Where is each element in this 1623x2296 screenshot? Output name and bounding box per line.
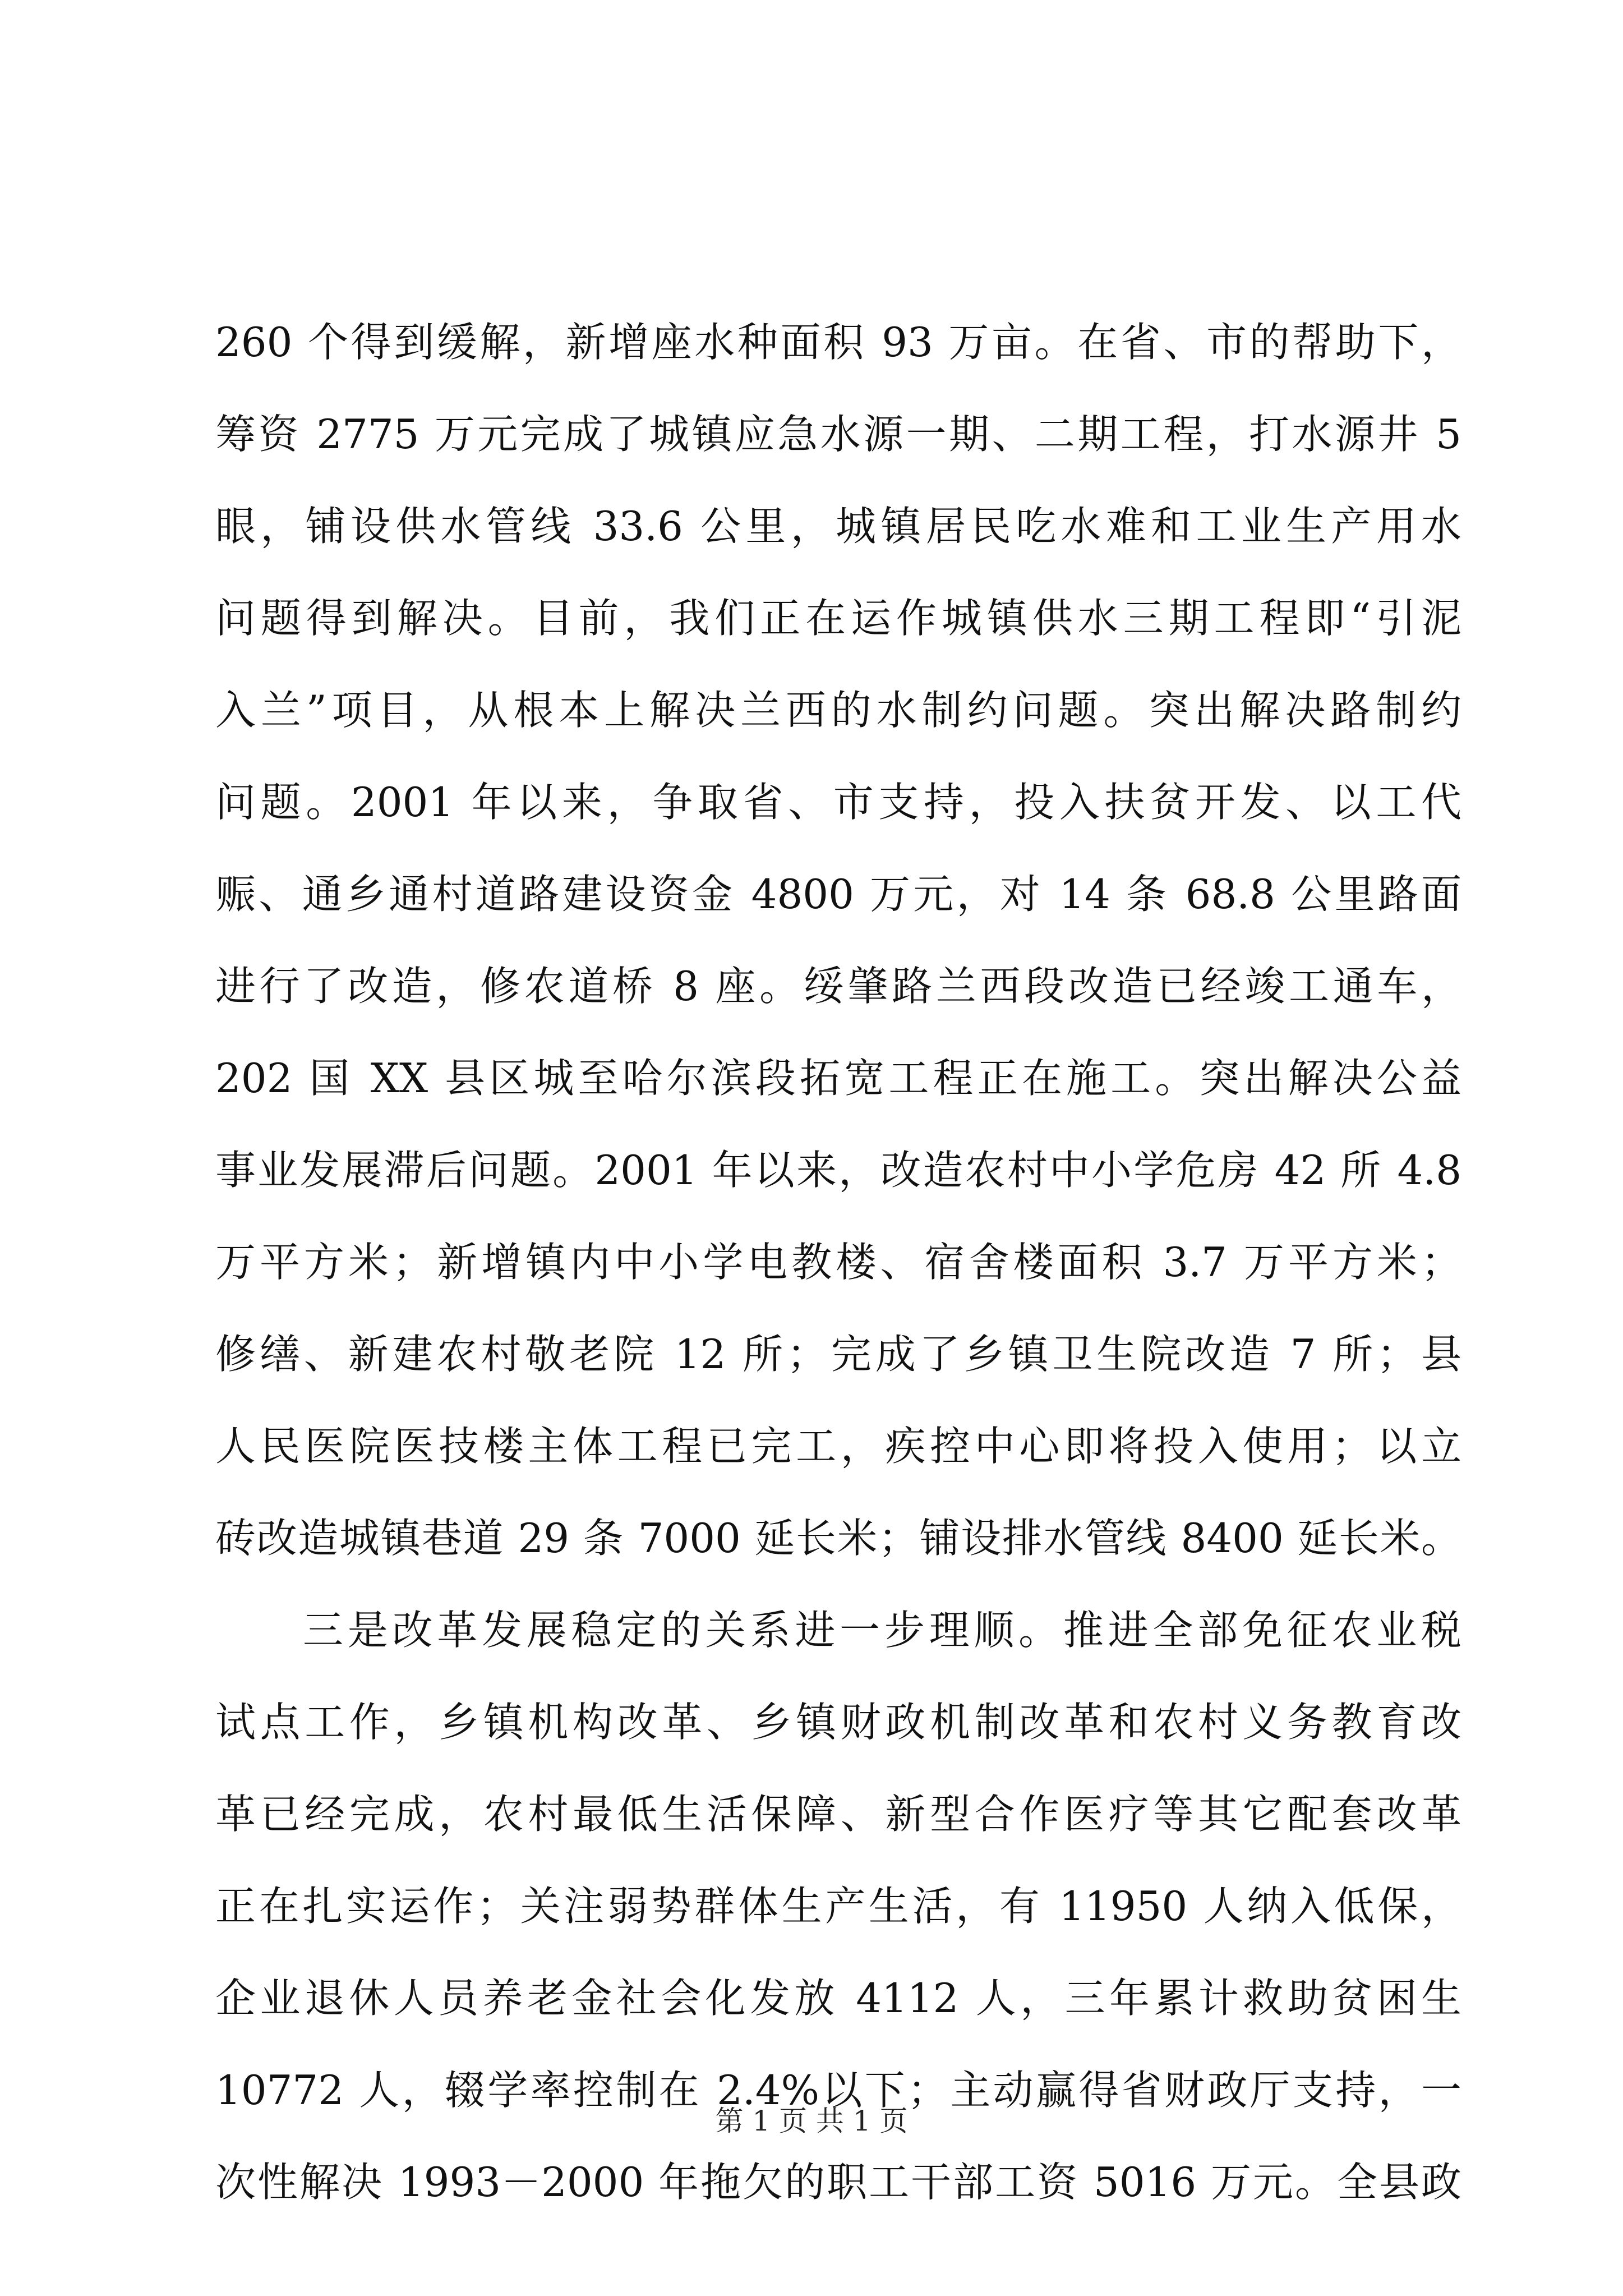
paragraph-first-line: 三是改革发展稳定的关系进一步理顺。推进全部免征农业税 xyxy=(303,1607,1461,1654)
text-line: 正在扎实运作；关注弱势群体生产生活，有 11950 人纳入低保， xyxy=(215,1883,1461,1930)
text-line: 10772 人，辍学率控制在 2.4%以下；主动赢得省财政厅支持，一 xyxy=(215,2067,1461,2114)
text-line: 革已经完成，农村最低生活保障、新型合作医疗等其它配套改革 xyxy=(215,1791,1461,1838)
text-line: 进行了改造，修农道桥 8 座。绥肇路兰西段改造已经竣工通车， xyxy=(215,963,1461,1010)
text-line: 问题。2001 年以来，争取省、市支持，投入扶贫开发、以工代 xyxy=(215,779,1461,826)
text-line: 260 个得到缓解，新增座水种面积 93 万亩。在省、市的帮助下， xyxy=(215,319,1461,366)
text-line: 试点工作，乡镇机构改革、乡镇财政机制改革和农村义务教育改 xyxy=(215,1699,1461,1746)
text-line: 砖改造城镇巷道 29 条 7000 延长米；铺设排水管线 8400 延长米。 xyxy=(215,1515,1461,1562)
text-line: 202 国 XX 县区城至哈尔滨段拓宽工程正在施工。突出解决公益 xyxy=(215,1055,1461,1102)
text-line: 人民医院医技楼主体工程已完工，疾控中心即将投入使用；以立 xyxy=(215,1423,1461,1470)
text-line: 眼，铺设供水管线 33.6 公里，城镇居民吃水难和工业生产用水 xyxy=(215,503,1461,550)
page-footer xyxy=(0,2101,1623,2141)
text-line: 赈、通乡通村道路建设资金 4800 万元，对 14 条 68.8 公里路面 xyxy=(215,871,1461,918)
text-line: 问题得到解决。目前，我们正在运作城镇供水三期工程即“引泥 xyxy=(215,595,1461,642)
page-number-label: 第 1 页 共 1 页 xyxy=(715,2105,908,2137)
text-line: 万平方米；新增镇内中小学电教楼、宿舍楼面积 3.7 万平方米； xyxy=(215,1239,1461,1286)
text-line: 筹资 2775 万元完成了城镇应急水源一期、二期工程，打水源井 5 xyxy=(215,411,1461,458)
text-line: 入兰”项目，从根本上解决兰西的水制约问题。突出解决路制约 xyxy=(215,687,1461,734)
text-line: 事业发展滞后问题。2001 年以来，改造农村中小学危房 42 所 4.8 xyxy=(215,1147,1461,1194)
text-line: 次性解决 1993－2000 年拖欠的职工干部工资 5016 万元。全县政 xyxy=(215,2159,1461,2206)
text-line: 企业退休人员养老金社会化发放 4112 人，三年累计救助贫困生 xyxy=(215,1975,1461,2022)
text-line: 修缮、新建农村敬老院 12 所；完成了乡镇卫生院改造 7 所；县 xyxy=(215,1331,1461,1378)
document-body xyxy=(215,296,1461,2228)
